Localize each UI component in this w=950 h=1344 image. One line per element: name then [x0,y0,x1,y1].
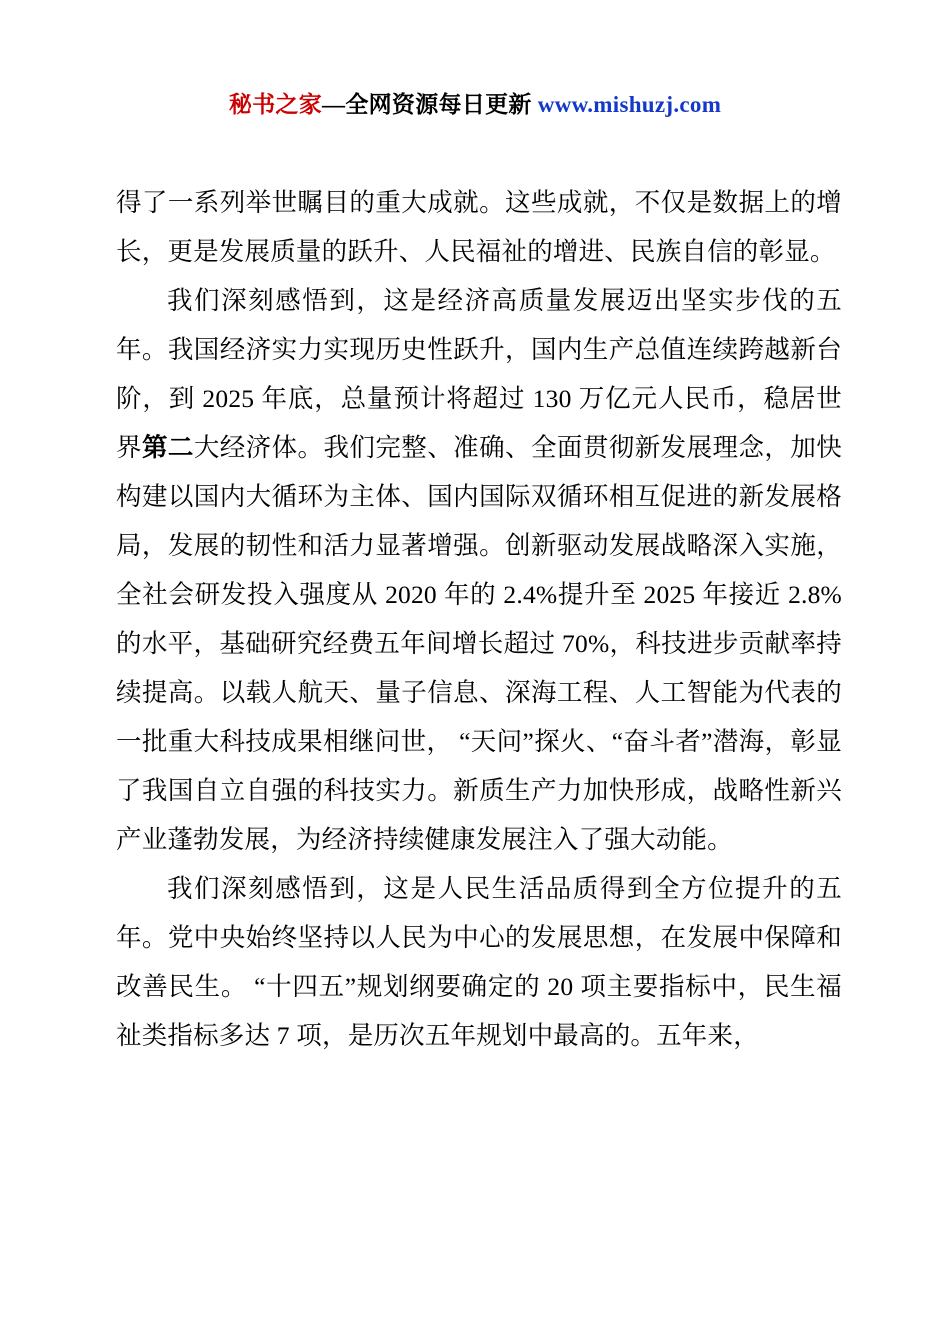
site-tagline: —全网资源每日更新 [322,92,538,117]
site-header [0,86,950,119]
text-run: 我们深刻感悟到，这是人民生活品质得到全方位提升的五年。党中央始终坚持以人民为中心的发展思想，在发展中保障和改善民生。 “十四五”规划纲要确定的 20 项主要指标中，民生福祉类指标多达 7 项，是历次五年规划中最高的。五年来， [116,874,842,1050]
paragraph-1 [116,178,842,276]
paragraph-3 [116,864,842,1060]
header-line [0,86,950,119]
site-url-link[interactable]: www.mishuzj.com [537,92,722,117]
text-run: 我们深刻感悟到，这是经济高质量发展迈出坚实步伐的五年。我国经济实力实现历史性跃升，国内生产总值连续跨越新台阶，到 2025 年底，总量预计将超过 130 万亿元人民币，稳居世界 [116,286,842,462]
text-run: 第二 [141,433,194,462]
text-run: 得了一系列举世瞩目的重大成就。这些成就，不仅是数据上的增长，更是发展质量的跃升、人民福祉的增进、民族自信的彰显。 [116,188,842,266]
document-body [116,178,842,1060]
text-run: 大经济体。我们完整、准确、全面贯彻新发展理念，加快构建以国内大循环为主体、国内国际双循环相互促进的新发展格局，发展的韧性和活力显著增强。创新驱动发展战略深入实施，全社会研发投入强度从 2020 年的 2.4%提升至 2025 年接近 2.8%的水平，基础研究经费五年间增长超过 70%，科技进步贡献率持续提高。以载人航天、量子信息、深海工程、人工智能为代表的一批重大科技成果相继问世， “天问”探火、“奋斗者”潜海，彰显了我国自立自强的科技实力。新质生产力加快形成，战略性新兴产业蓬勃发展，为经济持续健康发展注入了强大动能。 [116,433,842,854]
site-brand: 秘书之家 [228,92,323,117]
paragraph-2 [116,276,842,864]
